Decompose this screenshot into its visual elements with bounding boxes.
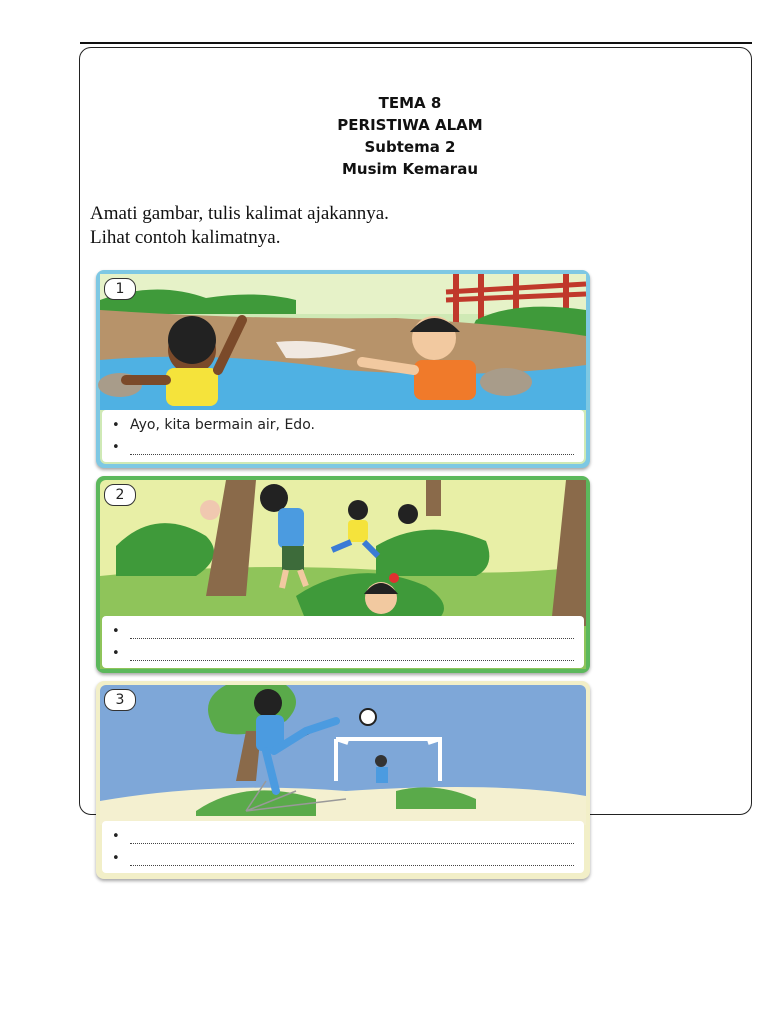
bullet: • [112, 439, 120, 455]
exercise-card-3 [96, 681, 590, 879]
subtheme-number: Subtema 2 [364, 138, 456, 156]
example-sentence: Ayo, kita bermain air, Edo. [130, 417, 315, 433]
subtheme-title: Musim Kemarau [341, 160, 478, 178]
dotted-line [130, 446, 574, 455]
dotted-line [130, 652, 574, 661]
worksheet-heading [230, 92, 590, 180]
answer-lines-3 [102, 821, 584, 873]
dotted-line [130, 857, 574, 866]
answer-line[interactable] [112, 847, 574, 869]
bullet: • [112, 645, 120, 661]
bullet: • [112, 417, 120, 433]
instruction-line-2: Lihat contoh kalimatnya. [90, 227, 281, 248]
instructions [90, 202, 389, 250]
bullet: • [112, 828, 120, 844]
dotted-line [130, 835, 574, 844]
bullet: • [112, 623, 120, 639]
answer-line[interactable] [112, 825, 574, 847]
example-sentence-row [112, 414, 574, 436]
dotted-line [130, 630, 574, 639]
theme-number: TEMA 8 [378, 94, 442, 112]
answer-line[interactable] [112, 642, 574, 664]
exercise-card-1 [96, 270, 590, 468]
bullet: • [112, 850, 120, 866]
card-number-badge-3: 3 [104, 689, 136, 711]
instruction-line-1: Amati gambar, tulis kalimat ajakannya. [90, 203, 389, 224]
exercise-card-2 [96, 476, 590, 673]
answer-line[interactable] [112, 436, 574, 458]
answer-lines-2 [102, 616, 584, 668]
theme-title: PERISTIWA ALAM [337, 116, 483, 134]
card-number-badge-1: 1 [104, 278, 136, 300]
card-number-badge-2: 2 [104, 484, 136, 506]
answer-lines-1 [102, 410, 584, 462]
answer-line[interactable] [112, 620, 574, 642]
top-rule [80, 42, 752, 44]
